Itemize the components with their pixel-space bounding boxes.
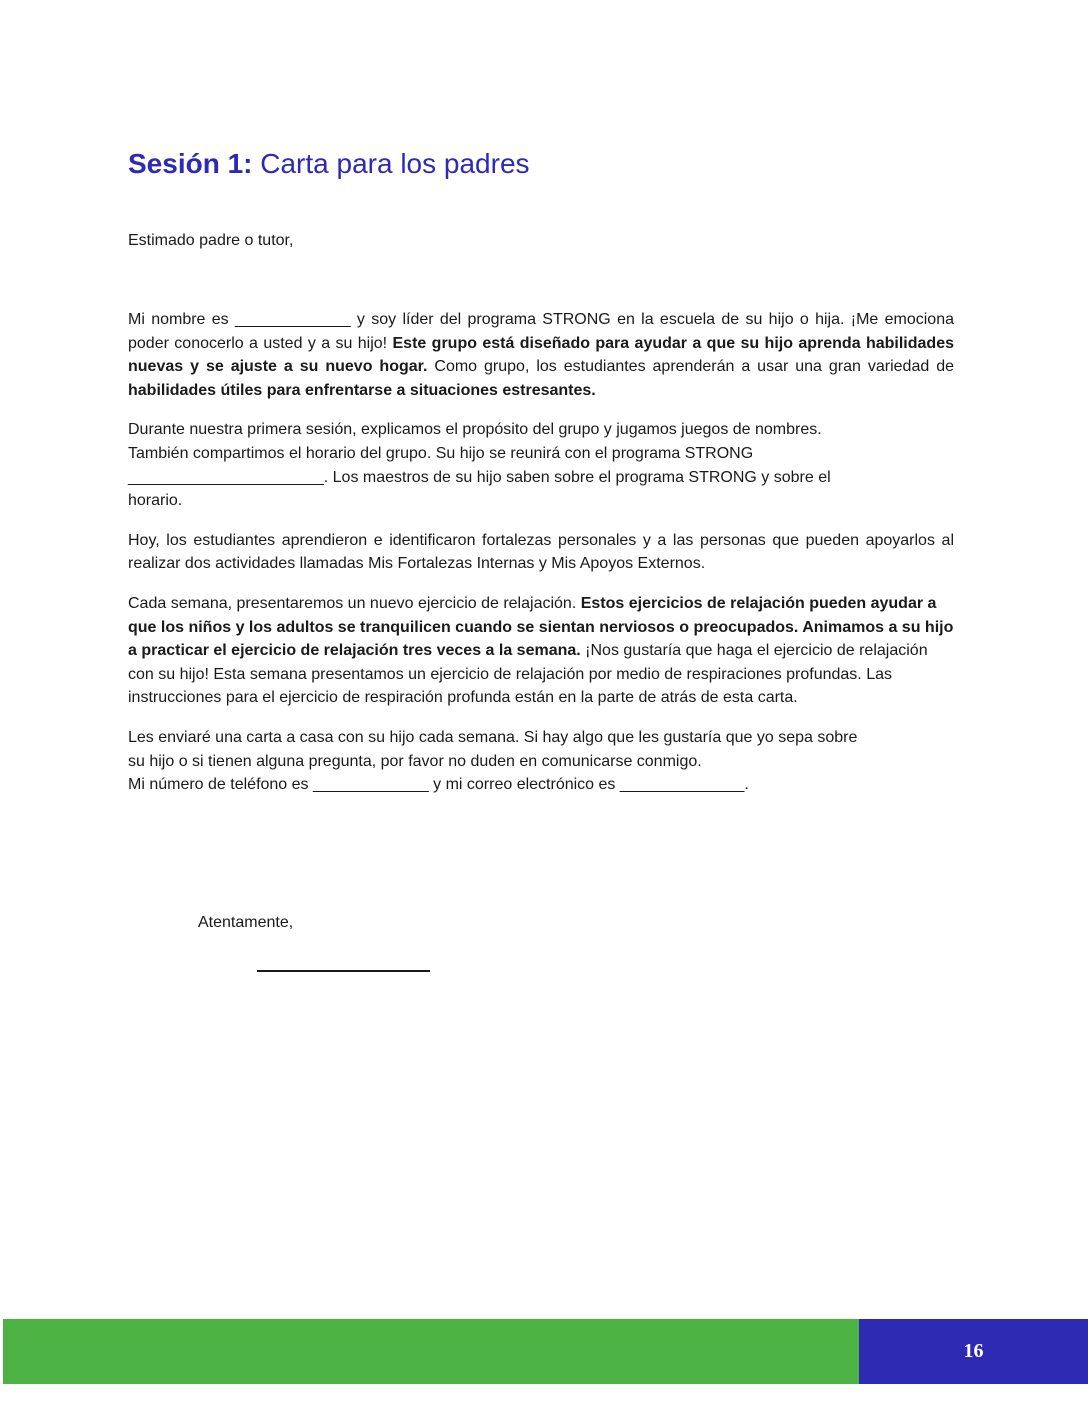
paragraph-intro-b: Este grupo está diseñado para ayudar a que su hijo aprenda habilidades nuevas y se ajuste a su nuevo hogar. — [128, 334, 954, 376]
first-session-line1: Durante nuestra primera sesión, explicamos el propósito del grupo y jugamos juegos de nombres. — [128, 421, 822, 439]
paragraph-intro-a: Mi nombre es _____________ y soy líder del programa STRONG en la escuela de su hijo o hija. ¡Me emociona poder conocerlo a usted y a su hijo! — [128, 311, 954, 352]
paragraph-contact — [128, 726, 954, 797]
footer-blue-bar — [859, 1319, 1088, 1384]
paragraph-intro-d: habilidades útiles para enfrentarse a situaciones estresantes. — [128, 381, 596, 399]
relaxation-c: ¡Nos gustaría que haga el ejercicio de relajación con su hijo! Esta semana presentamos un ejercicio de relajación por medio de respiraciones profundas. Las instrucciones para el ejercicio de respiración profunda están en la parte de atrás de esta carta. — [128, 642, 928, 707]
title-text: Carta para los padres — [252, 148, 530, 179]
footer-green-bar — [3, 1319, 859, 1384]
paragraph-today: Hoy, los estudiantes aprendieron e identificaron fortalezas personales y a las personas que pueden apoyarlos al realizar dos actividades llamadas Mis Fortalezas Internas y Mis Apoyos Externos. — [128, 531, 954, 573]
signoff: Atentamente, — [198, 914, 294, 931]
title-session: Sesión 1: — [128, 148, 253, 179]
greeting: Estimado padre o tutor, — [128, 232, 294, 249]
paragraph-first-session — [128, 418, 954, 512]
signature-line — [257, 970, 430, 972]
relaxation-a: Cada semana, presentaremos un nuevo ejercicio de relajación. — [128, 594, 581, 612]
letter-body — [128, 308, 954, 813]
contact-line1: Les enviaré una carta a casa con su hijo cada semana. Si hay algo que les gustaría que yo sepa sobre — [128, 728, 858, 746]
first-session-line2: También compartimos el horario del grupo. Su hijo se reunirá con el programa STRONG — [128, 444, 754, 462]
first-session-line4: horario. — [128, 492, 183, 510]
contact-line2: su hijo o si tienen alguna pregunta, por favor no duden en comunicarse conmigo. — [128, 752, 702, 770]
first-session-line3: ______________________. Los maestros de su hijo saben sobre el programa STRONG y sobre el — [128, 468, 831, 486]
contact-line3: Mi número de teléfono es _____________ y mi correo electrónico es ______________. — [128, 776, 749, 794]
paragraph-relaxation — [128, 592, 954, 710]
relaxation-b: Estos ejercicios de relajación pueden ayudar a que los niños y los adultos se tranquilicen cuando se sientan nerviosos o preocupados. Animamos a su hijo a practicar el ejercicio de relajación tres veces a la semana. — [128, 594, 954, 660]
paragraph-intro — [128, 308, 954, 402]
paragraph-intro-c: Como grupo, los estudiantes aprenderán a usar una gran variedad de — [427, 358, 954, 376]
page-number: 16 — [963, 1340, 984, 1362]
page-title — [128, 148, 530, 180]
